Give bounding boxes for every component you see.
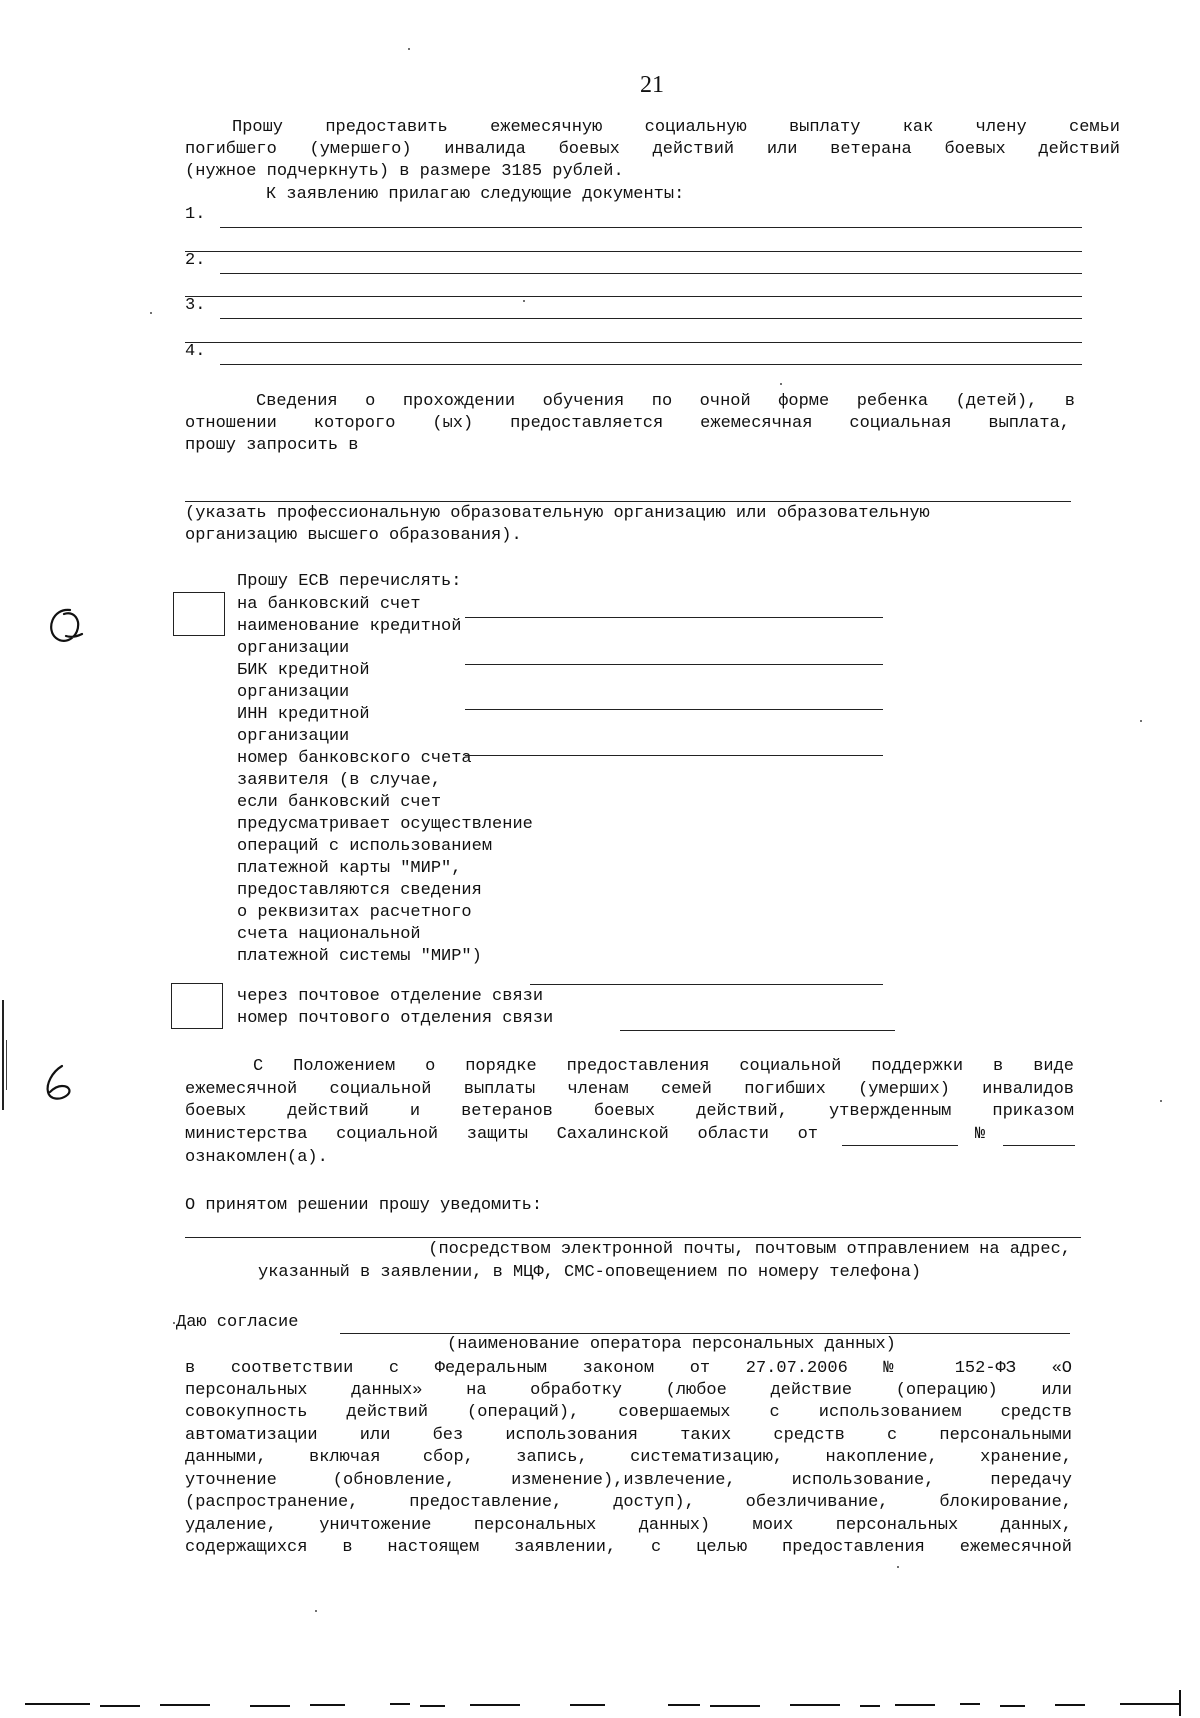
post-office-number-label: номер почтового отделения связи: [237, 1009, 554, 1028]
education-caption-1: (указать профессиональную образовательную организацию или образовательную: [185, 504, 930, 523]
inn-label-cont: организации: [237, 727, 350, 746]
consent-line-6: уточнение (обновление, изменение),извлечение, использование, передачу: [185, 1471, 1072, 1490]
regulation-line-5: ознакомлен(а).: [185, 1148, 328, 1167]
scan-edge-mark-2: [6, 1040, 7, 1090]
account-number-label-8: о реквизитах расчетного: [237, 903, 472, 922]
education-line-3: прошу запросить в: [185, 436, 359, 455]
doc-item-3-line[interactable]: [220, 318, 1082, 319]
consent-line-5: данными, включая сбор, запись, систематизацию, накопление, хранение,: [185, 1448, 1072, 1467]
account-number-field[interactable]: [530, 984, 883, 985]
bank-name-label-cont: организации: [237, 639, 350, 658]
notify-caption-2: указанный в заявлении, в МЦФ, СМС-оповещением по номеру телефона): [258, 1263, 922, 1282]
scan-speck: [150, 312, 152, 314]
scan-speck: [780, 383, 782, 385]
handwritten-mark-q: [40, 600, 90, 650]
doc-item-1-line-2[interactable]: [185, 251, 1082, 252]
order-number-sign: №: [975, 1125, 986, 1144]
payment-title: Прошу ЕСВ перечислять:: [237, 572, 462, 591]
doc-item-2-line[interactable]: [220, 273, 1082, 274]
bik-label-cont: организации: [237, 683, 350, 702]
notify-label: О принятом решении прошу уведомить:: [185, 1196, 543, 1215]
account-number-label-6: платежной карты "МИР",: [237, 859, 462, 878]
consent-caption: (наименование оператора персональных данных): [447, 1335, 896, 1354]
scan-speck: [173, 1322, 175, 1324]
consent-line-2: персональных данных» на обработку (любое действие (операцию) или: [185, 1381, 1072, 1400]
consent-label: Даю согласие: [176, 1313, 299, 1332]
regulation-line-2: ежемесячной социальной выплаты членам семей погибших (умерших) инвалидов: [185, 1080, 1074, 1099]
consent-line-3: совокупность действий (операций), совершаемых с использованием средств: [185, 1403, 1072, 1422]
bank-details-labels: [237, 594, 533, 968]
bik-field[interactable]: [465, 709, 883, 710]
bank-name-field[interactable]: [465, 664, 883, 665]
account-number-label-9: счета национальной: [237, 925, 421, 944]
order-date-field[interactable]: [842, 1145, 958, 1146]
account-number-label-2: заявителя (в случае,: [237, 771, 442, 790]
doc-item-1-line[interactable]: [220, 227, 1082, 228]
consent-line-1: в соответствии с Федеральным законом от 27.07.2006 № 152-ФЗ «О: [185, 1359, 1072, 1378]
doc-item-1-number: 1.: [185, 205, 206, 224]
bank-account-field[interactable]: [465, 617, 883, 618]
post-office-checkbox[interactable]: [171, 983, 223, 1029]
scan-speck: [1160, 1100, 1162, 1102]
regulation-line-4: министерства социальной защиты Сахалинской области от: [185, 1125, 818, 1144]
doc-item-3-number: 3.: [185, 296, 206, 315]
consent-line-4: автоматизации или без использования таких средств с персональными: [185, 1426, 1072, 1445]
scan-bottom-edge: [0, 1660, 1200, 1718]
account-number-label-4: предусматривает осуществление: [237, 815, 533, 834]
bank-name-label: наименование кредитной: [237, 617, 462, 636]
order-number-field[interactable]: [1003, 1145, 1075, 1146]
handwritten-mark-6: [40, 1060, 80, 1110]
scan-edge-mark: [2, 1000, 4, 1110]
account-number-label-5: операций с использованием: [237, 837, 493, 856]
doc-item-4-number: 4.: [185, 342, 206, 361]
consent-line-7: (распространение, предоставление, доступ), обезличивание, блокирование,: [185, 1493, 1072, 1512]
account-number-label-10: платежной системы "МИР"): [237, 947, 482, 966]
account-number-label: номер банковского счета: [237, 749, 472, 768]
doc-item-4-line[interactable]: [220, 364, 1082, 365]
account-number-label-3: если банковский счет: [237, 793, 442, 812]
notify-caption-1: (посредством электронной почты, почтовым отправлением на адрес,: [428, 1240, 1071, 1259]
education-line-2: отношении которого (ых) предоставляется ежемесячная социальная выплата,: [185, 414, 1070, 433]
consent-line-8: удаление, уничтожение персональных данных) моих персональных данных,: [185, 1516, 1072, 1535]
inn-label: ИНН кредитной: [237, 705, 370, 724]
notify-method-field[interactable]: [185, 1237, 1081, 1238]
post-office-number-field[interactable]: [620, 1030, 895, 1031]
inn-field[interactable]: [465, 755, 883, 756]
request-line-2: погибшего (умершего) инвалида боевых действий или ветерана боевых действий: [185, 140, 1120, 159]
bank-account-checkbox[interactable]: [173, 592, 225, 636]
scan-speck: [1140, 720, 1142, 722]
education-org-field[interactable]: [185, 501, 1071, 502]
regulation-line-1: С Положением о порядке предоставления социальной поддержки в виде: [253, 1057, 1074, 1076]
page-number: 21: [640, 72, 664, 98]
request-line-3: (нужное подчеркнуть) в размере 3185 рублей.: [185, 162, 624, 181]
doc-item-2-number: 2.: [185, 251, 206, 270]
post-office-label: через почтовое отделение связи: [237, 987, 544, 1006]
request-line-1: Прошу предоставить ежемесячную социальную выплату как члену семьи: [232, 118, 1120, 137]
regulation-line-3: боевых действий и ветеранов боевых действий, утвержденным приказом: [185, 1102, 1074, 1121]
bank-account-label: на банковский счет: [237, 595, 421, 614]
account-number-label-7: предоставляются сведения: [237, 881, 482, 900]
bik-label: БИК кредитной: [237, 661, 370, 680]
doc-item-2-line-2[interactable]: [185, 296, 1082, 297]
doc-item-3-line-2[interactable]: [185, 342, 1082, 343]
scan-speck: [408, 48, 410, 50]
education-line-1: Сведения о прохождении обучения по очной форме ребенка (детей), в: [256, 392, 1075, 411]
attach-intro: К заявлению прилагаю следующие документы:: [266, 185, 685, 204]
consent-line-9: содержащихся в настоящем заявлении, с целью предоставления ежемесячной: [185, 1538, 1072, 1557]
scan-speck: [897, 1566, 899, 1568]
scan-speck: [315, 1610, 317, 1612]
post-office-labels: [237, 986, 553, 1030]
scan-speck: [523, 300, 525, 302]
education-caption-2: организацию высшего образования).: [185, 526, 522, 545]
